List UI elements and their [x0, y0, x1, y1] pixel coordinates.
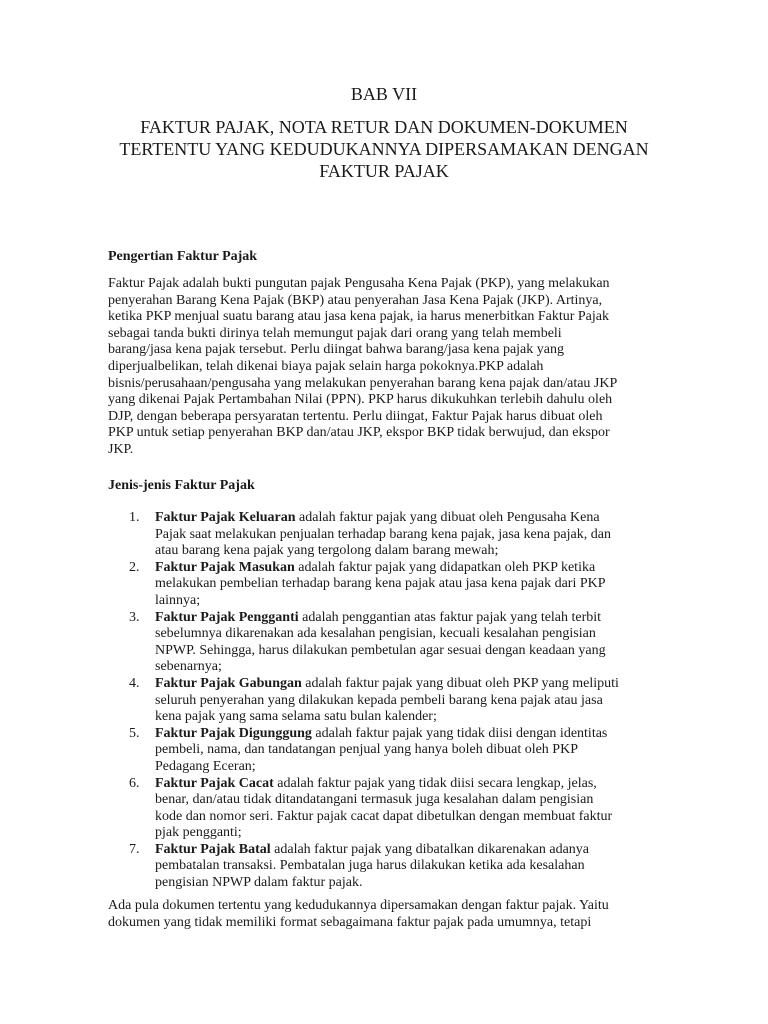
paragraph-line: bisnis/perusahaan/pengusaha yang melakukan penyerahan barang kena pajak dan/atau JKP [108, 375, 618, 391]
list-item-number: 5. [129, 725, 140, 741]
list-item-line: kode dan nomor seri. Faktur pajak cacat dapat dibetulkan dengan membuat faktur [155, 808, 613, 824]
list-item-term: Faktur Pajak Masukan [155, 559, 295, 575]
list-item-line: sebenarnya; [155, 659, 222, 675]
list-item-line: pengisian NPWP dalam faktur pajak. [155, 875, 363, 891]
list-item-text: adalah faktur pajak yang dibuat oleh Pengusaha Kena [295, 510, 600, 525]
section-heading-jenis: Jenis-jenis Faktur Pajak [108, 478, 255, 493]
list-item-line: atau barang kena pajak yang tergolong dalam barang mewah; [155, 543, 499, 559]
section-heading-pengertian: Pengertian Faktur Pajak [108, 249, 258, 264]
list-item [0, 610, 768, 676]
paragraph-line: JKP. [108, 441, 134, 457]
list-item-line: Pedagang Eceran; [155, 758, 256, 774]
paragraph-line: sebagai tanda bukti dirinya telah memungut pajak dari orang yang telah membeli [108, 325, 562, 341]
faktur-types-list [0, 510, 768, 892]
list-item [0, 676, 768, 726]
list-item-text: adalah faktur pajak yang tidak diisi secara lengkap, jelas, [273, 775, 597, 791]
list-item-line: Pajak saat melakukan penjualan terhadap barang kena pajak, jasa kena pajak, dan [155, 526, 611, 542]
list-item-term: Faktur Pajak Pengganti [155, 609, 299, 625]
list-item-line: NPWP. Sehingga, harus dilakukan pembetulan agar sesuai dengan keadaan yang [155, 642, 606, 658]
paragraph-line: barang/jasa kena pajak tersebut. Perlu diingat bahwa barang/jasa kena pajak yang [108, 342, 564, 358]
chapter-heading: BAB VII [350, 84, 418, 104]
list-item-line: pjak pengganti; [155, 825, 242, 841]
list-item-line: sebelumnya dikarenakan ada kesalahan pengisian, kecuali kesalahan pengisian [155, 626, 596, 642]
definition-paragraph [108, 276, 708, 459]
paragraph-line: yang dikenai Pajak Pertambahan Nilai (PPN). PKP harus dikukuhkan terlebih dahulu oleh [108, 392, 613, 408]
list-item-line: seluruh penyerahan yang dilakukan kepada pembeli barang kena pajak atau jasa [155, 692, 603, 708]
title-line: FAKTUR PAJAK [319, 161, 449, 181]
list-item [0, 842, 768, 892]
paragraph-line: DJP, dengan beberapa persyaratan tertentu. Perlu diingat, Faktur Pajak harus dibuat oleh [108, 408, 603, 424]
title-line: TERTENTU YANG KEDUDUKANNYA DIPERSAMAKAN DENGAN [119, 139, 649, 159]
paragraph-line: Ada pula dokumen tertentu yang kedudukannya dipersamakan dengan faktur pajak. Yaitu [108, 898, 609, 913]
paragraph-line: dokumen yang tidak memiliki format sebagaimana faktur pajak pada umumnya, tetapi [108, 914, 592, 930]
list-item-term: Faktur Pajak Batal [155, 841, 271, 857]
list-item-number: 2. [129, 559, 140, 575]
list-item-text: adalah faktur pajak yang dibatalkan dikarenakan adanya [270, 841, 589, 857]
list-item [0, 560, 768, 610]
list-item-text: adalah faktur pajak yang tidak diisi dengan identitas [311, 725, 608, 741]
list-item-term: Faktur Pajak Keluaran [155, 510, 296, 525]
list-item-number: 7. [129, 841, 140, 857]
list-item [0, 726, 768, 776]
list-item-term: Faktur Pajak Gabungan [155, 675, 302, 691]
paragraph-line: PKP untuk setiap penyerahan BKP dan/atau JKP, ekspor BKP tidak berwujud, dan ekspor [108, 425, 610, 441]
paragraph-line: diperjualbelikan, telah dikenai biaya pajak selain harga pokoknya.PKP adalah [108, 358, 544, 374]
list-item-term: Faktur Pajak Cacat [155, 775, 274, 791]
list-item-line: pembatalan transaksi. Pembatalan juga harus dilakukan ketika ada kesalahan [155, 858, 585, 874]
list-item [0, 776, 768, 842]
list-item-text: adalah faktur pajak yang dibuat oleh PKP yang meliputi [301, 675, 619, 691]
list-item-line: lainnya; [155, 592, 201, 608]
paragraph-line: ketika PKP menjual suatu barang atau jasa kena pajak, ia harus menerbitkan Faktur Pajak [108, 309, 609, 325]
list-item-line: pembeli, nama, dan tandatangan penjual yang hanya boleh dibuat oleh PKP [155, 742, 578, 758]
list-item-line: kena pajak yang sama selama satu bulan kalender; [155, 709, 437, 725]
list-item-number: 3. [129, 609, 140, 625]
closing-paragraph [108, 898, 728, 931]
list-item-line: melakukan pembelian terhadap barang kena pajak atau jasa kena pajak dari PKP [155, 576, 606, 592]
paragraph-line: Faktur Pajak adalah bukti pungutan pajak Pengusaha Kena Pajak (PKP), yang melakukan [108, 276, 610, 291]
list-item-number: 6. [129, 775, 140, 791]
title-line: FAKTUR PAJAK, NOTA RETUR DAN DOKUMEN-DOKUMEN [140, 117, 628, 137]
list-item-number: 1. [129, 510, 140, 525]
list-item-text: adalah penggantian atas faktur pajak yang telah terbit [298, 609, 602, 625]
paragraph-line: penyerahan Barang Kena Pajak (BKP) atau penyerahan Jasa Kena Pajak (JKP). Artinya, [108, 292, 603, 308]
chapter-title [0, 116, 768, 182]
list-item-term: Faktur Pajak Digunggung [155, 725, 312, 741]
list-item-text: adalah faktur pajak yang didapatkan oleh PKP ketika [294, 559, 596, 575]
list-item [0, 510, 768, 560]
list-item-line: benar, dan/atau tidak ditandatangani termasuk juga kesalahan dalam pengisian [155, 792, 594, 808]
list-item-number: 4. [129, 675, 140, 691]
